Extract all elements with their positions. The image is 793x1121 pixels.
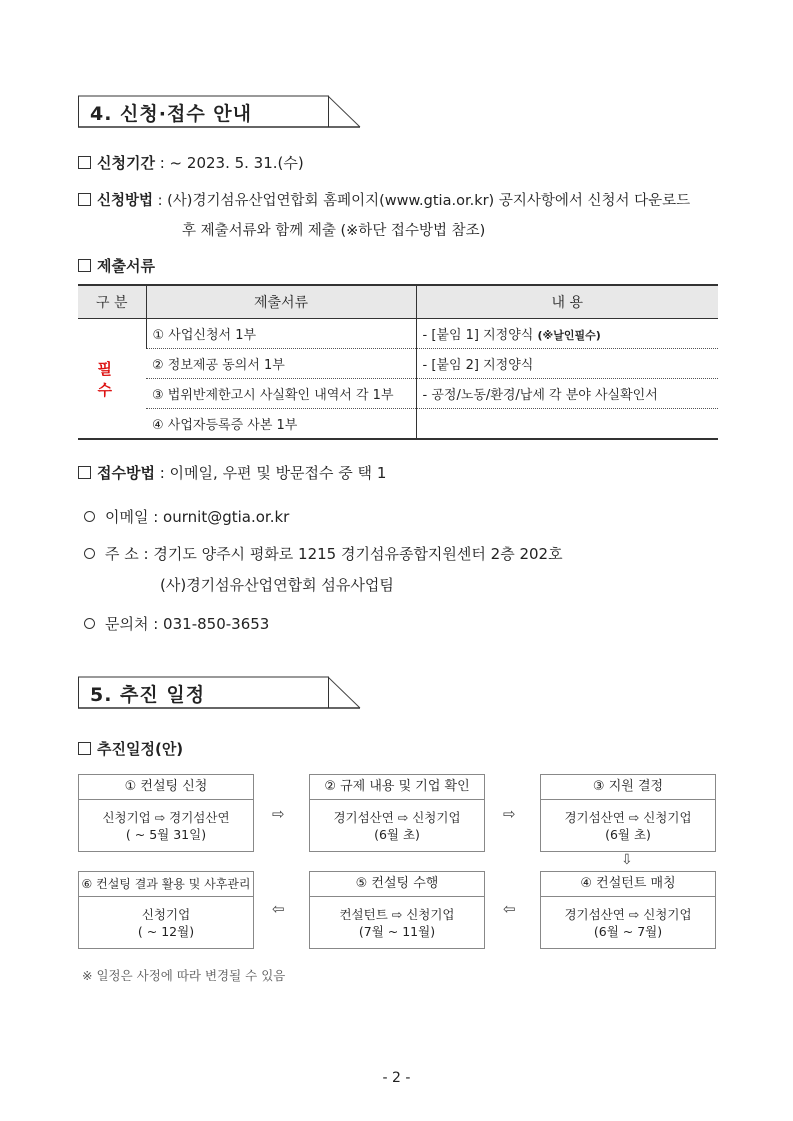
email-text: 이메일 : ournit@gtia.or.kr (105, 508, 290, 526)
circle-bullet-icon (84, 511, 95, 522)
step-box-5 (309, 871, 485, 949)
step-head: ④ 컨설턴트 매칭 (541, 872, 715, 897)
doc-cell: ① 사업신청서 1부 (146, 319, 416, 349)
checkbox-icon (78, 193, 91, 206)
documents-table (78, 284, 718, 440)
step-head: ① 컨설팅 신청 (79, 775, 253, 800)
right-arrow-icon: ⇨ (503, 805, 516, 823)
table-header: 내 용 (416, 285, 718, 319)
content-cell (416, 319, 718, 349)
table-header: 구 분 (78, 285, 146, 319)
schedule-footnote: ※ 일정은 사정에 따라 변경될 수 있음 (82, 968, 286, 983)
section-4-title-box (78, 95, 360, 127)
step-body: 경기섬산연 ⇨ 신청기업 (333, 810, 461, 825)
step-period: ( ~ 12월) (137, 924, 195, 939)
address-text-1: 주 소 : 경기도 양주시 평화로 1215 경기섬유종합지원센터 2층 202호 (105, 545, 563, 563)
table-header-row (78, 285, 718, 319)
schedule-label: 추진일정(안) (97, 740, 184, 758)
schedule-line (78, 738, 183, 759)
method-value-1: : (사)경기섬유산업연합회 홈페이지(www.gtia.or.kr) 공지사항에서 신청서 다운로드 (153, 193, 691, 209)
category-required: 필수 (78, 319, 146, 440)
email-line (84, 506, 289, 527)
step-head: ⑤ 컨설팅 수행 (310, 872, 484, 897)
checkbox-icon (78, 156, 91, 169)
step-body: 경기섬산연 ⇨ 신청기업 (564, 907, 692, 922)
step-period: ( ~ 5월 31일) (125, 827, 207, 842)
period-value: : ~ 2023. 5. 31.(수) (154, 154, 304, 172)
step-box-2 (309, 774, 485, 852)
step-box-1 (78, 774, 254, 852)
content-cell: - [붙임 2] 지정양식 (416, 349, 718, 379)
contact-line (84, 613, 269, 634)
step-box-3 (540, 774, 716, 852)
left-arrow-icon: ⇦ (272, 900, 285, 918)
down-arrow-icon: ⇩ (621, 852, 633, 868)
method-value-2: 후 제출서류와 함께 제출 (※하단 접수방법 참조) (182, 223, 486, 239)
method-label: 신청방법 (97, 193, 154, 209)
period-line (78, 152, 304, 173)
step-body: 신청기업 ⇨ 경기섬산연 (102, 810, 230, 825)
step-period: (6월 초) (374, 827, 420, 842)
docs-line (78, 255, 155, 276)
period-label: 신청기간 (97, 154, 155, 172)
step-head: ③ 지원 결정 (541, 775, 715, 800)
table-row (78, 379, 718, 409)
left-arrow-icon: ⇦ (503, 900, 516, 918)
doc-cell: ③ 법위반제한고시 사실확인 내역서 각 1부 (146, 379, 416, 409)
table-header: 제출서류 (146, 285, 416, 319)
step-body: 경기섬산연 ⇨ 신청기업 (564, 810, 692, 825)
checkbox-icon (78, 466, 91, 479)
receipt-label: 접수방법 (97, 464, 155, 482)
seal-required-note: (※날인필수) (537, 329, 601, 342)
method-line (78, 189, 690, 210)
table-row (78, 319, 718, 349)
content-cell: - 공정/노동/환경/납세 각 분야 사실확인서 (416, 379, 718, 409)
section-5-title: 5. 추진 일정 (90, 684, 206, 706)
contact-text: 문의처 : 031-850-3653 (105, 615, 270, 633)
table-row (78, 349, 718, 379)
checkbox-icon (78, 259, 91, 272)
docs-label: 제출서류 (97, 257, 155, 275)
step-head: ② 규제 내용 및 기업 확인 (310, 775, 484, 800)
checkbox-icon (78, 742, 91, 755)
step-period: (6월 초) (605, 827, 651, 842)
step-body: 컨설턴트 ⇨ 신청기업 (339, 907, 455, 922)
step-head: ⑥ 컨설팅 결과 활용 및 사후관리 (79, 872, 253, 897)
doc-cell: ④ 사업자등록증 사본 1부 (146, 409, 416, 440)
section-5-title-box (78, 676, 360, 708)
step-box-4 (540, 871, 716, 949)
step-period: (6월 ~ 7월) (593, 924, 663, 939)
step-box-6 (78, 871, 254, 949)
section-4-title: 4. 신청·접수 안내 (90, 103, 253, 125)
receipt-value: : 이메일, 우편 및 방문접수 중 택 1 (154, 464, 387, 482)
circle-bullet-icon (84, 548, 95, 559)
table-row (78, 409, 718, 440)
content-cell (416, 409, 718, 440)
step-period: (7월 ~ 11월) (358, 924, 436, 939)
content-text: - [붙임 1] 지정양식 (422, 328, 538, 343)
receipt-line (78, 462, 386, 483)
doc-cell: ② 정보제공 동의서 1부 (146, 349, 416, 379)
page-number: - 2 - (382, 1070, 411, 1086)
address-line (84, 543, 563, 564)
right-arrow-icon: ⇨ (272, 805, 285, 823)
circle-bullet-icon (84, 618, 95, 629)
address-text-2: (사)경기섬유산업연합회 섬유사업팀 (160, 576, 394, 594)
step-body: 신청기업 (141, 907, 191, 922)
